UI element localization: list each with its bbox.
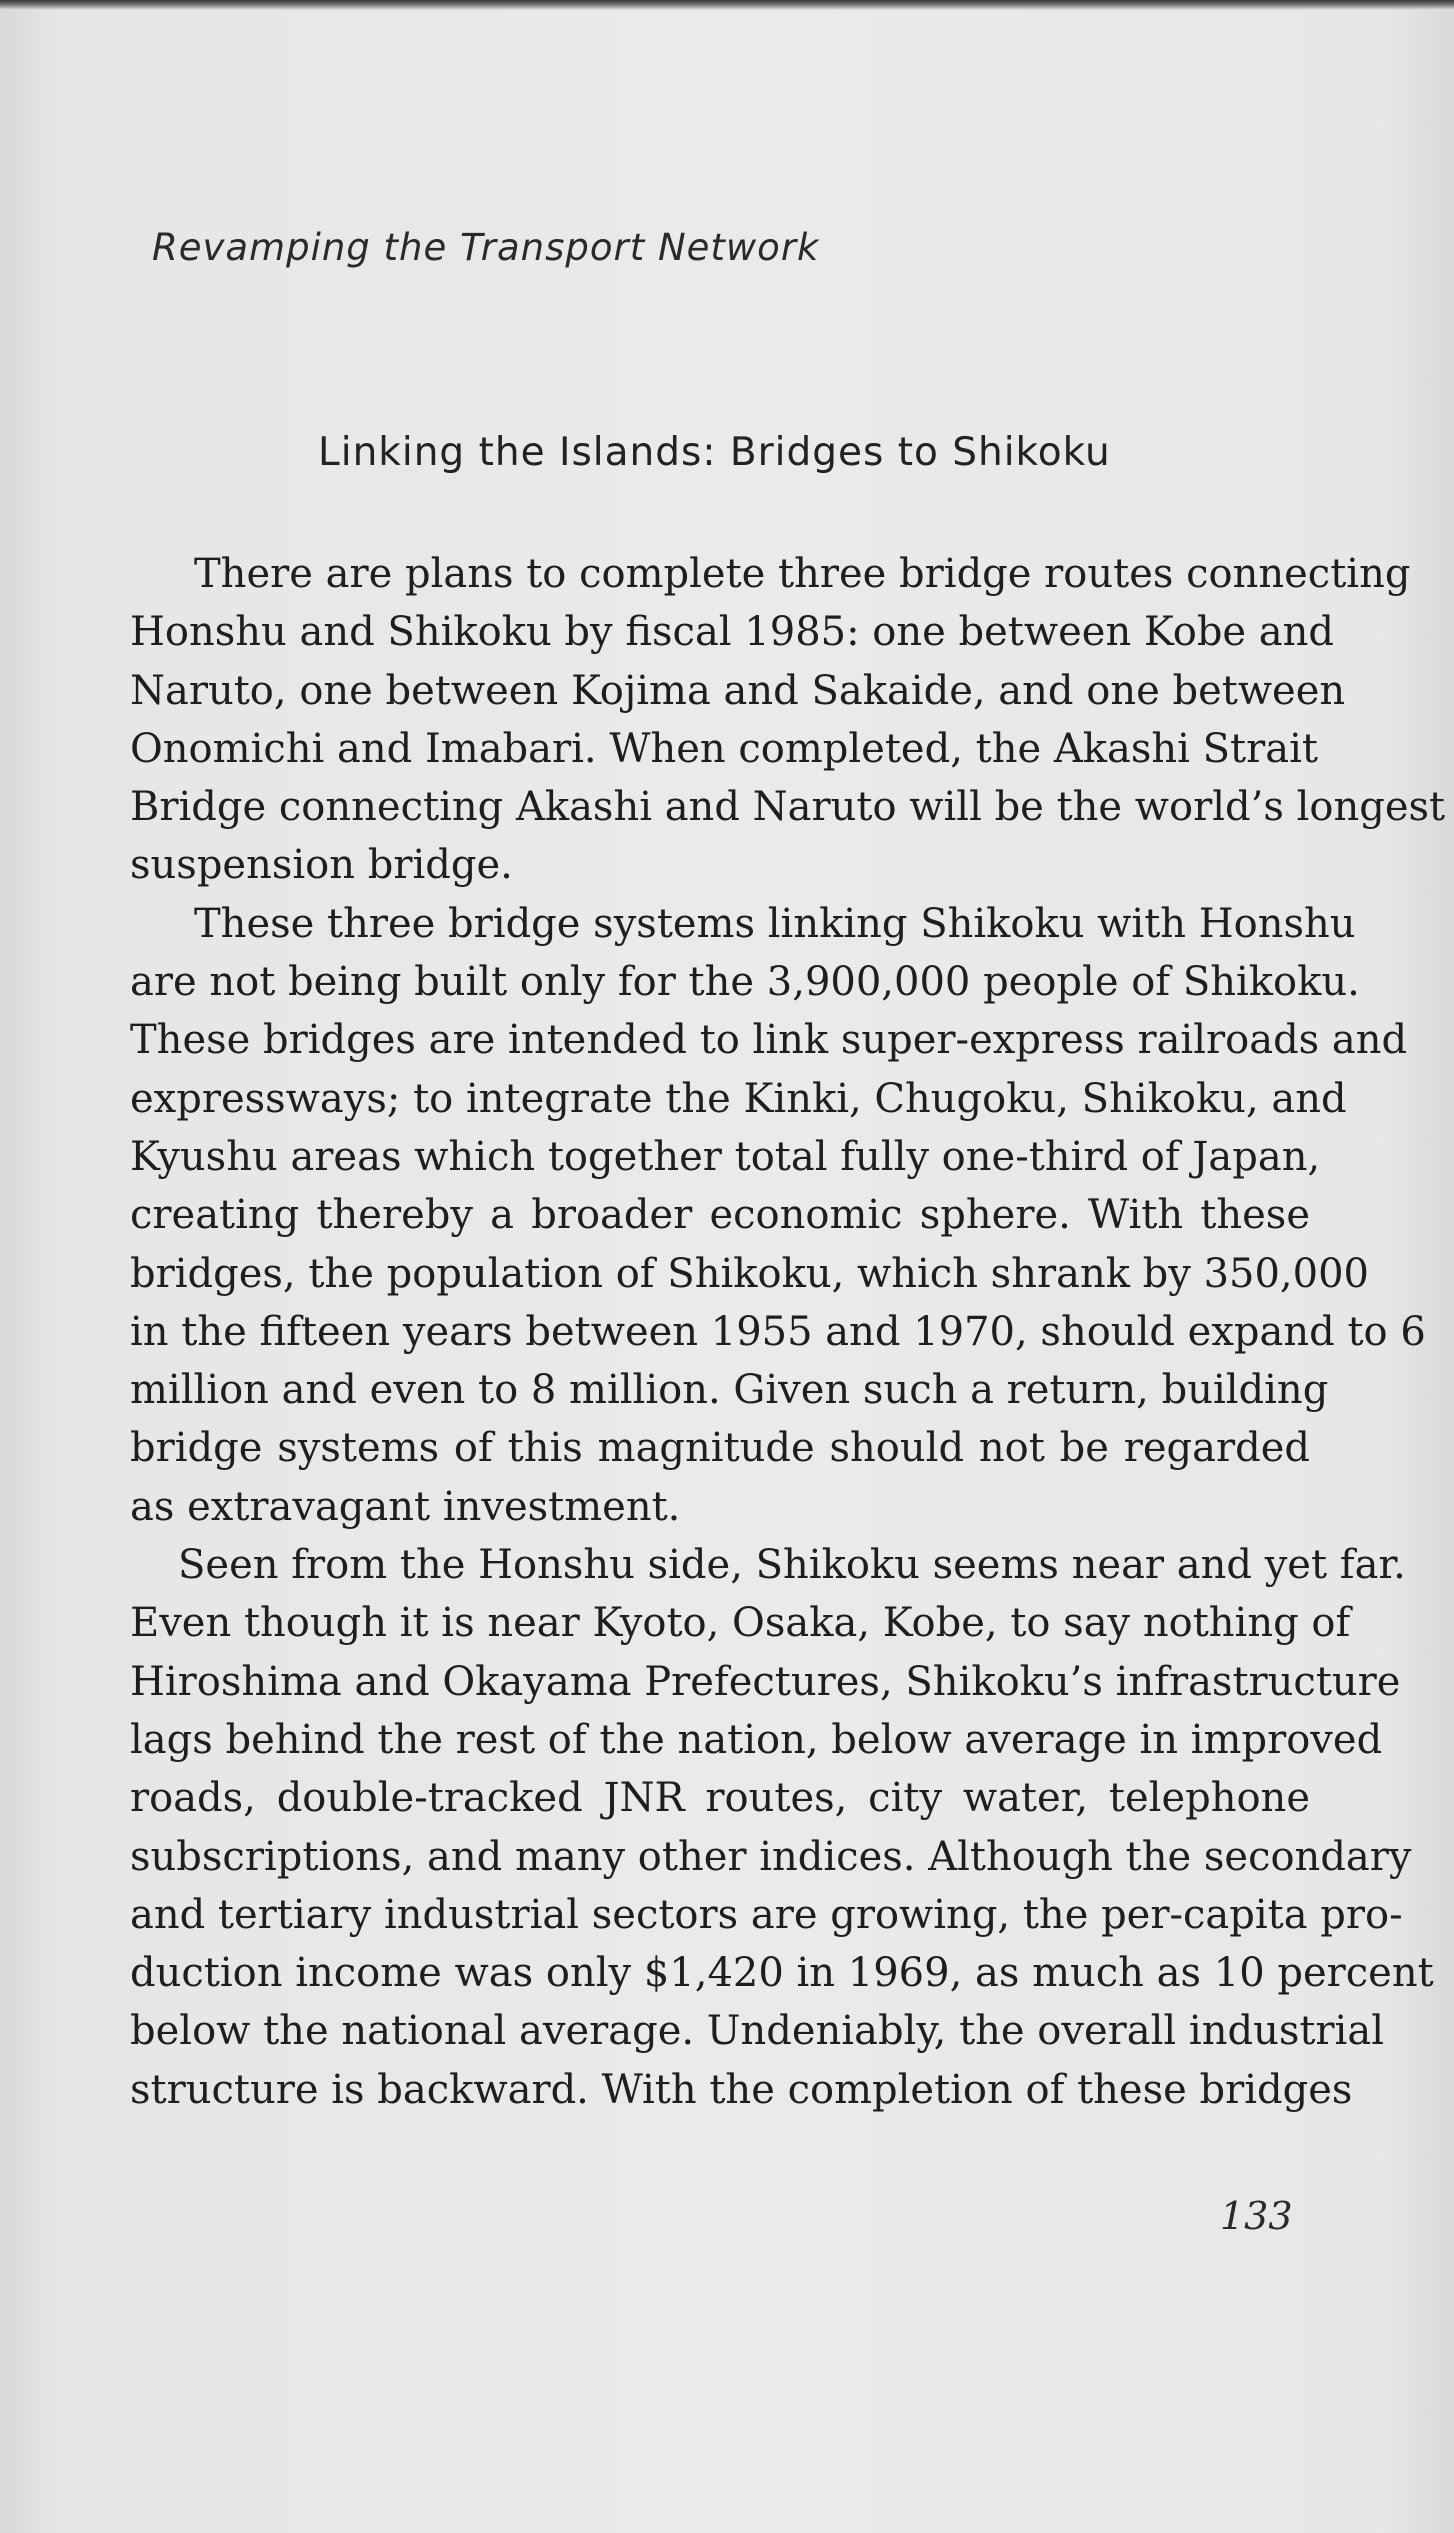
text-line: below the national average. Undeniably, the overall industrial [130, 2008, 1384, 2055]
text-line: as extravagant investment. [130, 1483, 681, 1530]
text-line: Kyushu areas which together total fully one-third of Japan, [130, 1133, 1321, 1180]
text-line: bridges, the population of Shikoku, which shrank by 350,000 [130, 1250, 1369, 1297]
text-line: Naruto, one between Kojima and Sakaide, and one between [130, 667, 1346, 714]
body-text [130, 545, 1446, 2119]
text-line: creating thereby a broader economic sphere. With these [130, 1192, 1310, 1239]
text-line: Onomichi and Imabari. When completed, the Akashi Strait [130, 725, 1318, 772]
section-title: Linking the Islands: Bridges to Shikoku [318, 430, 1111, 475]
text-line: Bridge connecting Akashi and Naruto will be the world’s longest [130, 784, 1446, 831]
text-line: subscriptions, and many other indices. Although the secondary [130, 1833, 1412, 1880]
running-head: Revamping the Transport Network [152, 226, 820, 269]
text-line: Hiroshima and Okayama Prefectures, Shikoku’s infrastructure [130, 1658, 1401, 1705]
text-line: There are plans to complete three bridge routes connecting [194, 551, 1411, 597]
text-line: bridge systems of this magnitude should not be regarded [130, 1425, 1310, 1472]
text-line: in the fifteen years between 1955 and 1970, should expand to 6 [130, 1308, 1426, 1355]
text-line: expressways; to integrate the Kinki, Chugoku, Shikoku, and [130, 1075, 1347, 1122]
text-line: roads, double-tracked JNR routes, city water, telephone [130, 1775, 1310, 1822]
text-line: lags behind the rest of the nation, below average in improved [130, 1716, 1383, 1763]
page-top-edge [0, 0, 1454, 10]
text-line: Honshu and Shikoku by fiscal 1985: one between Kobe and [130, 609, 1335, 656]
page-number: 133 [1220, 2194, 1293, 2238]
text-line: and tertiary industrial sectors are growing, the per-capita pro- [130, 1891, 1403, 1938]
text-line: structure is backward. With the completion of these bridges [130, 2066, 1353, 2113]
text-line: duction income was only $1,420 in 1969, as much as 10 percent [130, 1950, 1434, 1997]
text-line: These three bridge systems linking Shikoku with Honshu [194, 900, 1356, 947]
text-line: Seen from the Honshu side, Shikoku seems near and yet far. [178, 1542, 1406, 1589]
text-line: are not being built only for the 3,900,000 people of Shikoku. [130, 959, 1360, 1006]
text-line: million and even to 8 million. Given such a return, building [130, 1367, 1329, 1414]
text-line: Even though it is near Kyoto, Osaka, Kobe, to say nothing of [130, 1600, 1351, 1647]
text-line: These bridges are intended to link super-express railroads and [130, 1017, 1408, 1064]
text-line: suspension bridge. [130, 842, 513, 889]
